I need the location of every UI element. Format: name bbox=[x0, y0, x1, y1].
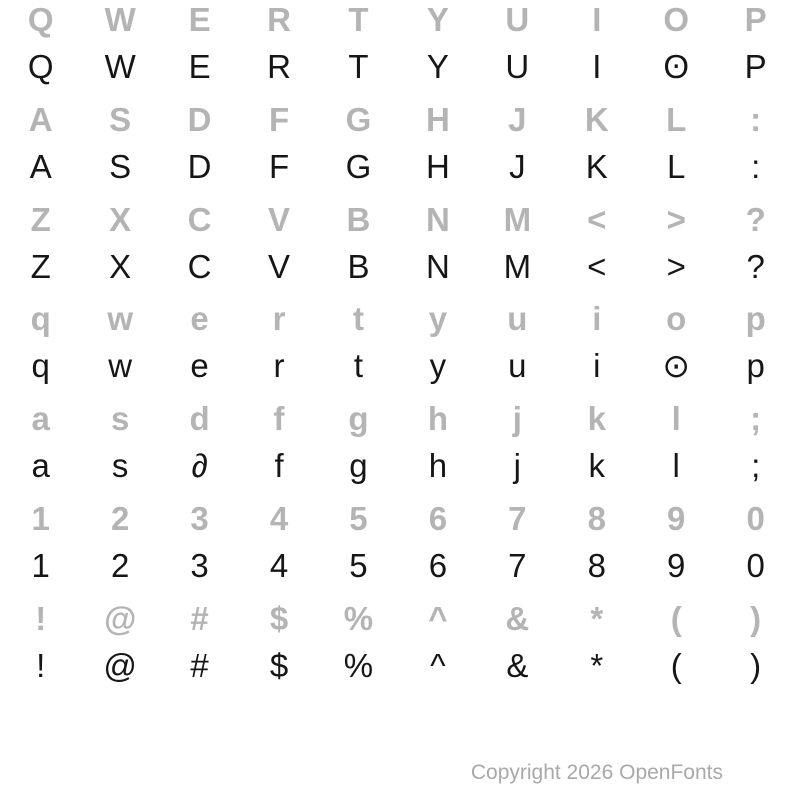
preview-char: % bbox=[343, 646, 374, 684]
preview-char: f bbox=[274, 447, 284, 485]
preview-char: F bbox=[268, 147, 290, 185]
preview-char: B bbox=[347, 247, 370, 285]
preview-glyph-row bbox=[1, 343, 796, 389]
preview-char: 4 bbox=[269, 546, 289, 584]
key-char: g bbox=[348, 400, 369, 438]
character-row-pair bbox=[1, 599, 796, 699]
key-char: $ bbox=[269, 599, 289, 637]
preview-char: i bbox=[593, 347, 601, 385]
key-char: C bbox=[187, 200, 212, 238]
preview-glyph-row bbox=[1, 44, 796, 90]
preview-char: l bbox=[672, 447, 680, 485]
preview-char: < bbox=[587, 247, 607, 285]
preview-char: H bbox=[425, 147, 450, 185]
preview-char: $ bbox=[269, 646, 289, 684]
preview-glyph-row bbox=[1, 244, 796, 290]
key-char: * bbox=[590, 599, 604, 637]
key-label-row bbox=[1, 499, 796, 539]
key-char: f bbox=[273, 400, 285, 438]
key-char: O bbox=[663, 1, 690, 38]
key-label-row bbox=[1, 599, 796, 639]
preview-char: # bbox=[190, 646, 209, 684]
key-char: N bbox=[425, 200, 450, 238]
key-char: 9 bbox=[667, 499, 686, 537]
key-char: J bbox=[508, 100, 527, 138]
preview-char: p bbox=[746, 347, 765, 385]
character-row-pair bbox=[1, 200, 796, 300]
key-char: 6 bbox=[428, 499, 448, 537]
preview-char: A bbox=[29, 147, 52, 185]
preview-char: 7 bbox=[508, 546, 527, 584]
key-char: M bbox=[503, 200, 532, 238]
key-char: < bbox=[587, 200, 607, 238]
preview-char: k bbox=[588, 447, 606, 485]
key-char: U bbox=[505, 1, 530, 38]
key-char: G bbox=[345, 100, 372, 138]
key-char: 1 bbox=[31, 499, 50, 537]
preview-char: ) bbox=[750, 646, 762, 684]
preview-char: * bbox=[590, 646, 604, 684]
key-char: A bbox=[28, 100, 53, 138]
preview-char: h bbox=[428, 447, 448, 485]
preview-char: e bbox=[190, 347, 209, 385]
preview-char: D bbox=[187, 147, 212, 185]
preview-char: L bbox=[667, 147, 686, 185]
key-char: > bbox=[666, 200, 686, 238]
key-char: Q bbox=[27, 1, 54, 38]
key-char: ^ bbox=[428, 599, 448, 637]
key-char: T bbox=[348, 1, 369, 38]
key-char: 5 bbox=[349, 499, 368, 537]
key-char: V bbox=[268, 200, 291, 238]
key-label-row bbox=[1, 200, 796, 240]
preview-char: t bbox=[353, 347, 364, 385]
preview-char: S bbox=[109, 147, 132, 185]
key-char: B bbox=[346, 200, 371, 238]
preview-char: 8 bbox=[587, 546, 606, 584]
key-char: e bbox=[190, 300, 209, 338]
preview-char: ɡ bbox=[349, 447, 368, 485]
preview-glyph-row bbox=[1, 443, 796, 489]
key-char: ) bbox=[750, 599, 762, 637]
preview-char: ^ bbox=[430, 646, 446, 684]
key-char: I bbox=[592, 1, 602, 38]
preview-char: N bbox=[425, 247, 450, 285]
preview-char: u bbox=[508, 347, 527, 385]
character-grid bbox=[1, 0, 796, 699]
key-char: S bbox=[109, 100, 132, 138]
preview-char: C bbox=[187, 247, 212, 285]
key-label-row bbox=[1, 0, 796, 40]
key-char: p bbox=[745, 300, 766, 338]
preview-char: ∂ bbox=[191, 447, 208, 485]
preview-char: U bbox=[505, 48, 530, 85]
preview-char: > bbox=[666, 247, 686, 285]
preview-char: ( bbox=[670, 646, 682, 684]
preview-char: X bbox=[109, 247, 132, 285]
key-char: a bbox=[31, 400, 50, 438]
key-char: ! bbox=[35, 599, 47, 637]
key-char: P bbox=[744, 1, 767, 38]
key-char: i bbox=[592, 300, 602, 338]
preview-char: Q bbox=[27, 48, 54, 85]
character-row-pair bbox=[1, 100, 796, 200]
key-char: ? bbox=[745, 200, 766, 238]
preview-char: w bbox=[108, 347, 133, 385]
preview-char: ? bbox=[746, 247, 765, 285]
preview-char: 9 bbox=[667, 546, 686, 584]
key-char: q bbox=[30, 300, 51, 338]
preview-char: 0 bbox=[746, 546, 765, 584]
preview-char: 5 bbox=[349, 546, 368, 584]
preview-char: q bbox=[31, 347, 50, 385]
preview-char: P bbox=[744, 48, 767, 85]
key-char: @ bbox=[104, 599, 137, 637]
character-row-pair bbox=[1, 399, 796, 499]
preview-char: J bbox=[509, 147, 526, 185]
key-char: D bbox=[187, 100, 212, 138]
preview-char: s bbox=[111, 447, 129, 485]
key-char: Y bbox=[426, 1, 449, 38]
key-char: E bbox=[188, 1, 211, 38]
key-char: 7 bbox=[508, 499, 527, 537]
preview-char: y bbox=[429, 347, 447, 385]
preview-char: Y bbox=[426, 48, 449, 85]
preview-char: ʘ bbox=[663, 48, 690, 85]
key-char: l bbox=[671, 400, 681, 438]
preview-char: r bbox=[273, 347, 285, 385]
character-row-pair bbox=[1, 0, 796, 100]
key-char: h bbox=[427, 400, 448, 438]
key-char: u bbox=[507, 300, 528, 338]
key-char: R bbox=[267, 1, 291, 38]
key-char: o bbox=[666, 300, 687, 338]
key-label-row bbox=[1, 299, 796, 339]
key-char: r bbox=[272, 300, 286, 338]
key-label-row bbox=[1, 100, 796, 140]
key-label-row bbox=[1, 399, 796, 439]
preview-char: 6 bbox=[428, 546, 448, 584]
key-char: & bbox=[505, 599, 530, 637]
key-char: d bbox=[189, 400, 210, 438]
preview-glyph-row bbox=[1, 144, 796, 190]
key-char: : bbox=[750, 100, 762, 138]
preview-char: 1 bbox=[31, 546, 50, 584]
key-char: Z bbox=[30, 200, 51, 238]
key-char: F bbox=[268, 100, 290, 138]
key-char: 2 bbox=[110, 499, 130, 537]
preview-char: : bbox=[751, 147, 761, 185]
preview-char: @ bbox=[103, 646, 137, 684]
preview-char: 3 bbox=[190, 546, 209, 584]
preview-glyph-row bbox=[1, 543, 796, 589]
key-char: L bbox=[666, 100, 687, 138]
key-char: ( bbox=[670, 599, 682, 637]
preview-glyph-row bbox=[1, 643, 796, 689]
key-char: s bbox=[110, 400, 130, 438]
key-char: k bbox=[587, 400, 606, 438]
key-char: j bbox=[512, 400, 522, 438]
key-char: # bbox=[190, 599, 209, 637]
key-char: y bbox=[428, 300, 448, 338]
preview-char: ! bbox=[36, 646, 46, 684]
key-char: t bbox=[352, 300, 364, 338]
preview-char: G bbox=[345, 147, 372, 185]
key-char: H bbox=[425, 100, 450, 138]
preview-char: & bbox=[506, 646, 529, 684]
preview-char: E bbox=[188, 48, 211, 85]
key-char: w bbox=[107, 300, 133, 338]
key-char: 0 bbox=[746, 499, 765, 537]
key-char: % bbox=[343, 599, 374, 637]
preview-char: I bbox=[592, 48, 602, 85]
preview-char: T bbox=[348, 48, 369, 85]
key-char: 3 bbox=[190, 499, 209, 537]
preview-char: j bbox=[513, 447, 522, 485]
key-char: W bbox=[104, 1, 136, 38]
key-char: 8 bbox=[587, 499, 606, 537]
copyright-text: Copyright 2026 OpenFonts bbox=[470, 761, 723, 784]
preview-char: W bbox=[104, 48, 136, 85]
preview-char: R bbox=[267, 48, 291, 85]
preview-char: M bbox=[503, 247, 532, 285]
key-char: K bbox=[584, 100, 609, 138]
preview-char: Z bbox=[30, 247, 51, 285]
preview-char: ; bbox=[751, 447, 761, 485]
preview-char: 2 bbox=[110, 546, 130, 584]
character-row-pair bbox=[1, 499, 796, 599]
key-char: 4 bbox=[269, 499, 289, 537]
preview-char: a bbox=[31, 447, 50, 485]
character-row-pair bbox=[1, 299, 796, 399]
key-char: ; bbox=[750, 400, 762, 438]
preview-char: K bbox=[585, 147, 608, 185]
preview-char: V bbox=[268, 247, 291, 285]
preview-char: ⊙ bbox=[662, 347, 691, 385]
key-char: X bbox=[109, 200, 132, 238]
